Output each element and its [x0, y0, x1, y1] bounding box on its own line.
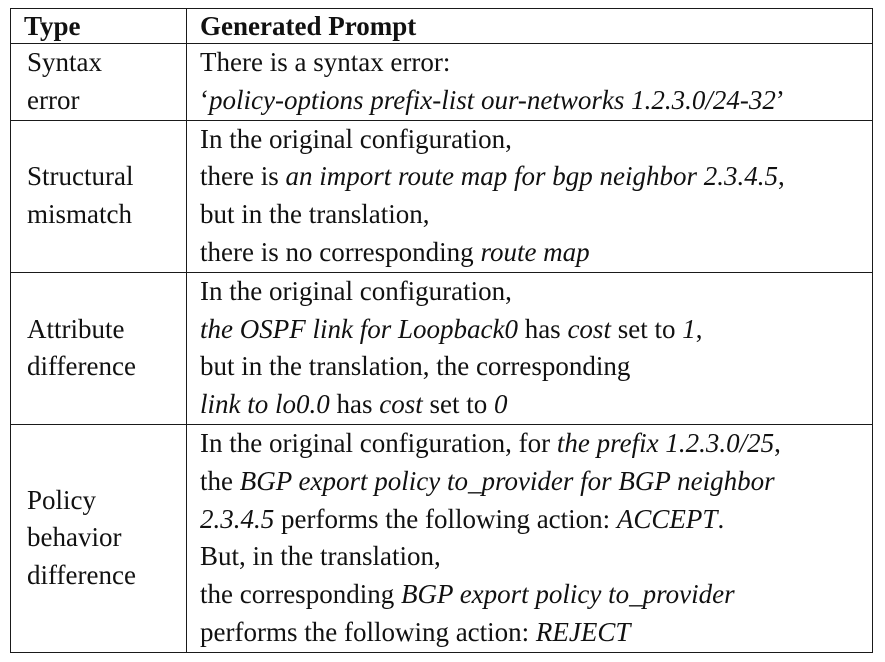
prompt-text: performs the following action: — [200, 616, 536, 647]
prompt-text: ’ — [775, 84, 785, 115]
prompt-text: In the original configuration, for — [200, 427, 557, 458]
prompt-italic-text: REJECT — [535, 616, 631, 647]
table-row — [11, 424, 873, 652]
type-label-line: behavior — [27, 522, 122, 553]
prompt-line — [200, 614, 872, 652]
prompt-text: In the original configuration, — [200, 275, 512, 306]
table-body — [11, 44, 873, 653]
prompt-line — [200, 196, 872, 234]
type-label-line: Structural — [27, 161, 134, 192]
prompt-italic-text: cost — [379, 389, 423, 420]
prompt-text: , — [774, 427, 781, 458]
prompt-text: has — [329, 389, 380, 420]
prompt-text: there is — [200, 161, 286, 192]
type-label-line: Syntax — [27, 47, 103, 77]
table-row — [11, 272, 873, 424]
prompt-italic-text: 0 — [494, 389, 508, 420]
prompt-text: . — [717, 503, 725, 534]
prompt-cell — [187, 424, 873, 652]
prompt-italic-text: cost — [567, 313, 611, 344]
prompt-italic-text: 2.3.4.5 — [200, 503, 275, 534]
prompt-line — [200, 44, 872, 82]
prompt-text: but in the translation, — [200, 199, 430, 230]
type-label-line: Attribute — [27, 313, 125, 344]
header-generated-prompt: Generated Prompt — [187, 9, 873, 44]
prompt-line — [200, 386, 872, 424]
type-label-line: difference — [27, 351, 136, 382]
prompt-italic-text: the OSPF link for Loopback0 — [200, 313, 518, 344]
type-label-line: Policy — [27, 484, 97, 515]
prompt-text: But, in the translation, — [200, 541, 441, 572]
prompt-line — [200, 348, 872, 386]
prompt-italic-text: link to lo0.0 — [200, 389, 330, 420]
prompt-cell — [187, 44, 873, 121]
prompt-italic-text: 1 — [682, 313, 696, 344]
type-cell — [11, 424, 187, 652]
prompt-line — [200, 425, 872, 463]
prompt-line — [200, 121, 872, 159]
prompt-line — [200, 463, 872, 501]
prompt-text: ‘ — [200, 84, 209, 115]
prompt-italic-text: policy-options prefix-list our-networks 1.2.3.0/24-32 — [209, 84, 776, 115]
prompt-line — [200, 82, 872, 120]
prompt-text: In the original configuration, — [200, 123, 512, 154]
prompt-line — [200, 501, 872, 539]
prompt-line — [200, 273, 872, 311]
prompt-text: the corresponding — [200, 579, 401, 610]
prompt-text: set to — [610, 313, 683, 344]
header-row — [11, 9, 873, 44]
prompt-table — [10, 8, 873, 653]
prompt-text: but in the translation, the corresponding — [200, 351, 631, 382]
prompt-line — [200, 538, 872, 576]
prompt-text: , — [777, 161, 785, 192]
type-cell — [11, 44, 187, 121]
header-type: Type — [11, 9, 187, 44]
prompt-text: There is a syntax error: — [200, 47, 451, 77]
prompt-cell — [187, 272, 873, 424]
prompt-cell — [187, 120, 873, 272]
prompt-text: the — [200, 465, 240, 496]
prompt-text: has — [517, 313, 568, 344]
prompt-line — [200, 234, 872, 272]
prompt-line — [200, 158, 872, 196]
prompt-italic-text: route map — [480, 236, 590, 267]
prompt-italic-text: ACCEPT — [616, 503, 718, 534]
type-label-line: difference — [27, 560, 136, 591]
type-cell — [11, 120, 187, 272]
prompt-line — [200, 576, 872, 614]
table-row — [11, 44, 873, 121]
table-row — [11, 120, 873, 272]
type-label-line: error — [27, 84, 80, 115]
type-cell — [11, 272, 187, 424]
prompt-italic-text: BGP export policy to_provider for BGP neighbor — [239, 465, 775, 496]
prompt-italic-text: BGP export policy to_provider — [400, 579, 735, 610]
prompt-italic-text: the prefix 1.2.3.0/25 — [556, 427, 775, 458]
type-label-line: mismatch — [27, 199, 132, 230]
prompt-text: set to — [422, 389, 494, 420]
prompt-text: there is no corresponding — [200, 236, 481, 267]
prompt-text: , — [695, 313, 703, 344]
prompt-text: performs the following action: — [274, 503, 617, 534]
prompt-line — [200, 311, 872, 349]
prompt-italic-text: an import route map for bgp neighbor 2.3.4.5 — [285, 161, 778, 192]
